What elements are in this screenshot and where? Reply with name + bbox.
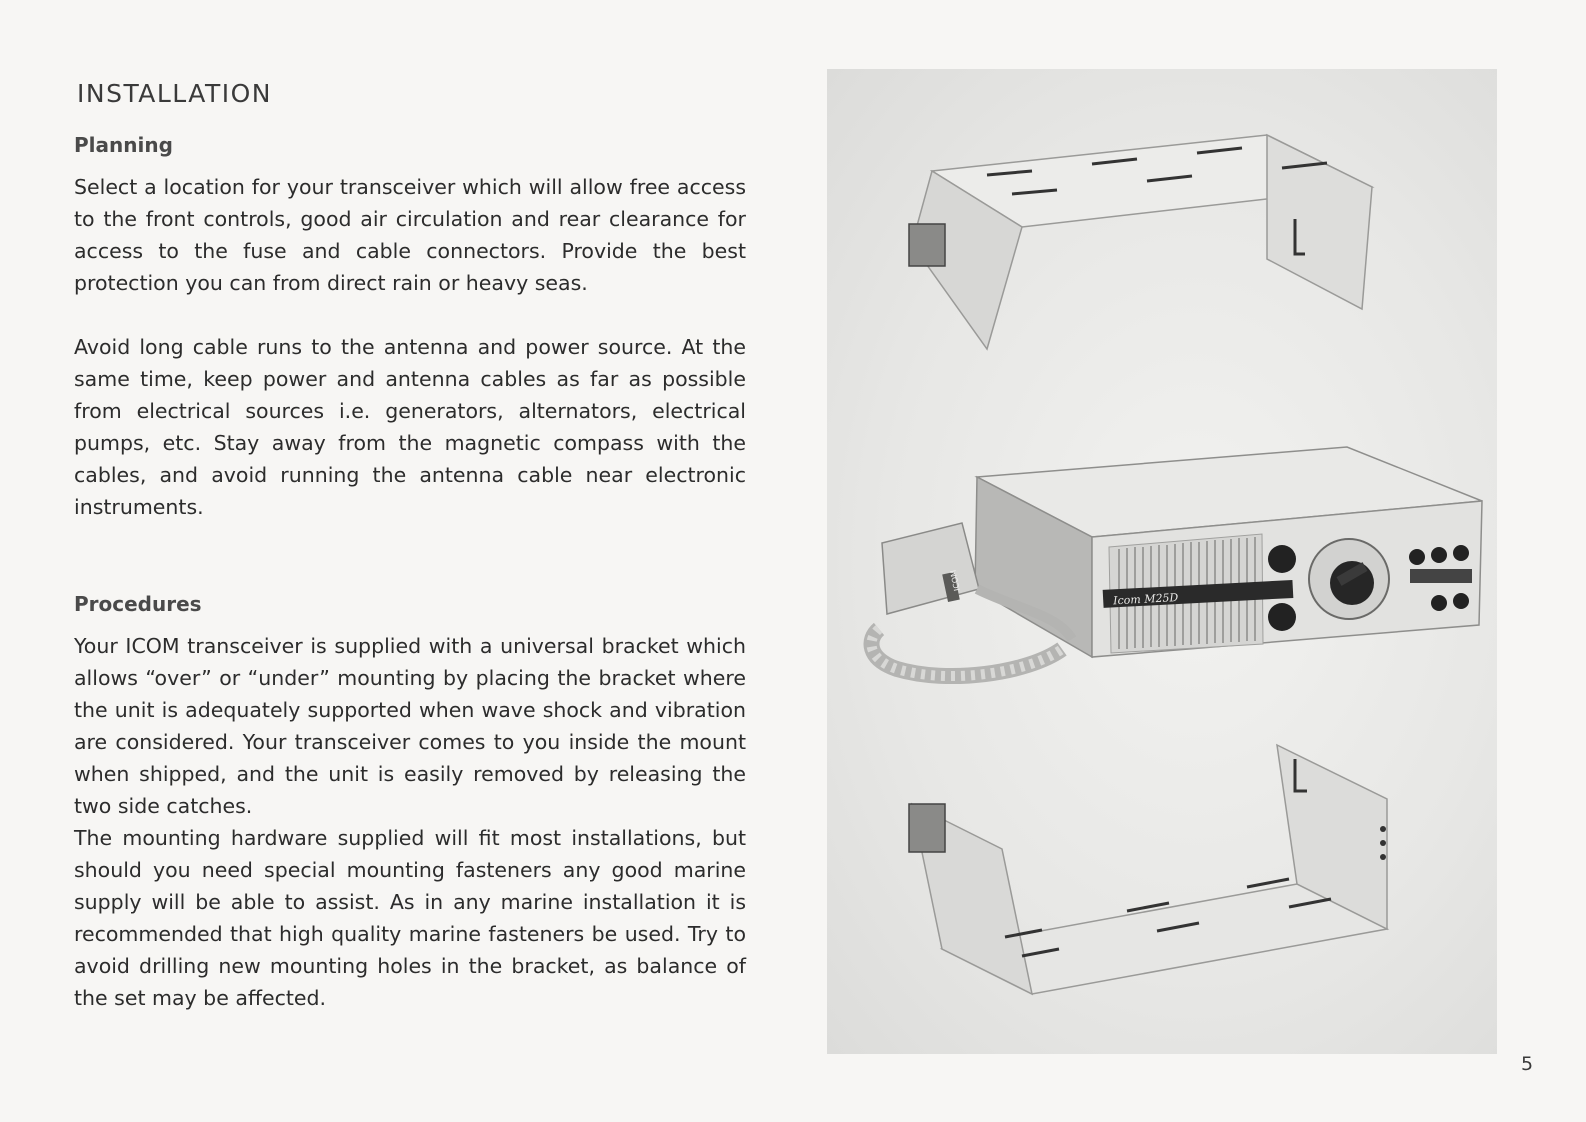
lower-bracket-illustration [909,745,1387,994]
planning-section [74,133,746,523]
planning-heading: Planning [74,133,173,157]
planning-paragraph-2: Avoid long cable runs to the antenna and power source. At the same time, keep power and antenna cables as far as possible from electrical sources i.e. generators, alternators, electrical pumps, etc. Stay away from the magnetic compass with the cables, and avoid running the antenna cable near electronic instruments. [74,335,746,519]
procedures-heading: Procedures [74,592,202,616]
model-label: Icom M25D [1112,590,1179,608]
procedures-section [74,592,746,1014]
upper-bracket-illustration [909,135,1372,349]
procedures-paragraph-1: Your ICOM transceiver is supplied with a universal bracket which allows “over” or “under” mounting by placing the bracket where the unit is adequately supported when wave shock and vibration are considered. Your transceiver comes to you inside the mount when shipped, and the unit is easily removed by releasing the two side catches. [74,634,746,818]
microphone-brand-label: ICOM [948,569,962,592]
transceiver-unit-illustration [872,447,1482,676]
page-title: INSTALLATION [77,78,272,108]
transceiver-bracket-photo [827,69,1497,1054]
procedures-paragraph-2: The mounting hardware supplied will fit most installations, but should you need special mounting fasteners any good marine supply will be able to assist. As in any marine installation it is recommended that high quality marine fasteners be used. Try to avoid drilling new mounting holes in the bracket, as balance of the set may be affected. [74,826,746,1010]
planning-paragraph-1: Select a location for your transceiver which will allow free access to the front controls, good air circulation and rear clearance for access to the fuse and cable connectors. Provide the best protection you can from direct rain or heavy seas. [74,175,746,295]
page-number: 5 [1521,1053,1534,1075]
